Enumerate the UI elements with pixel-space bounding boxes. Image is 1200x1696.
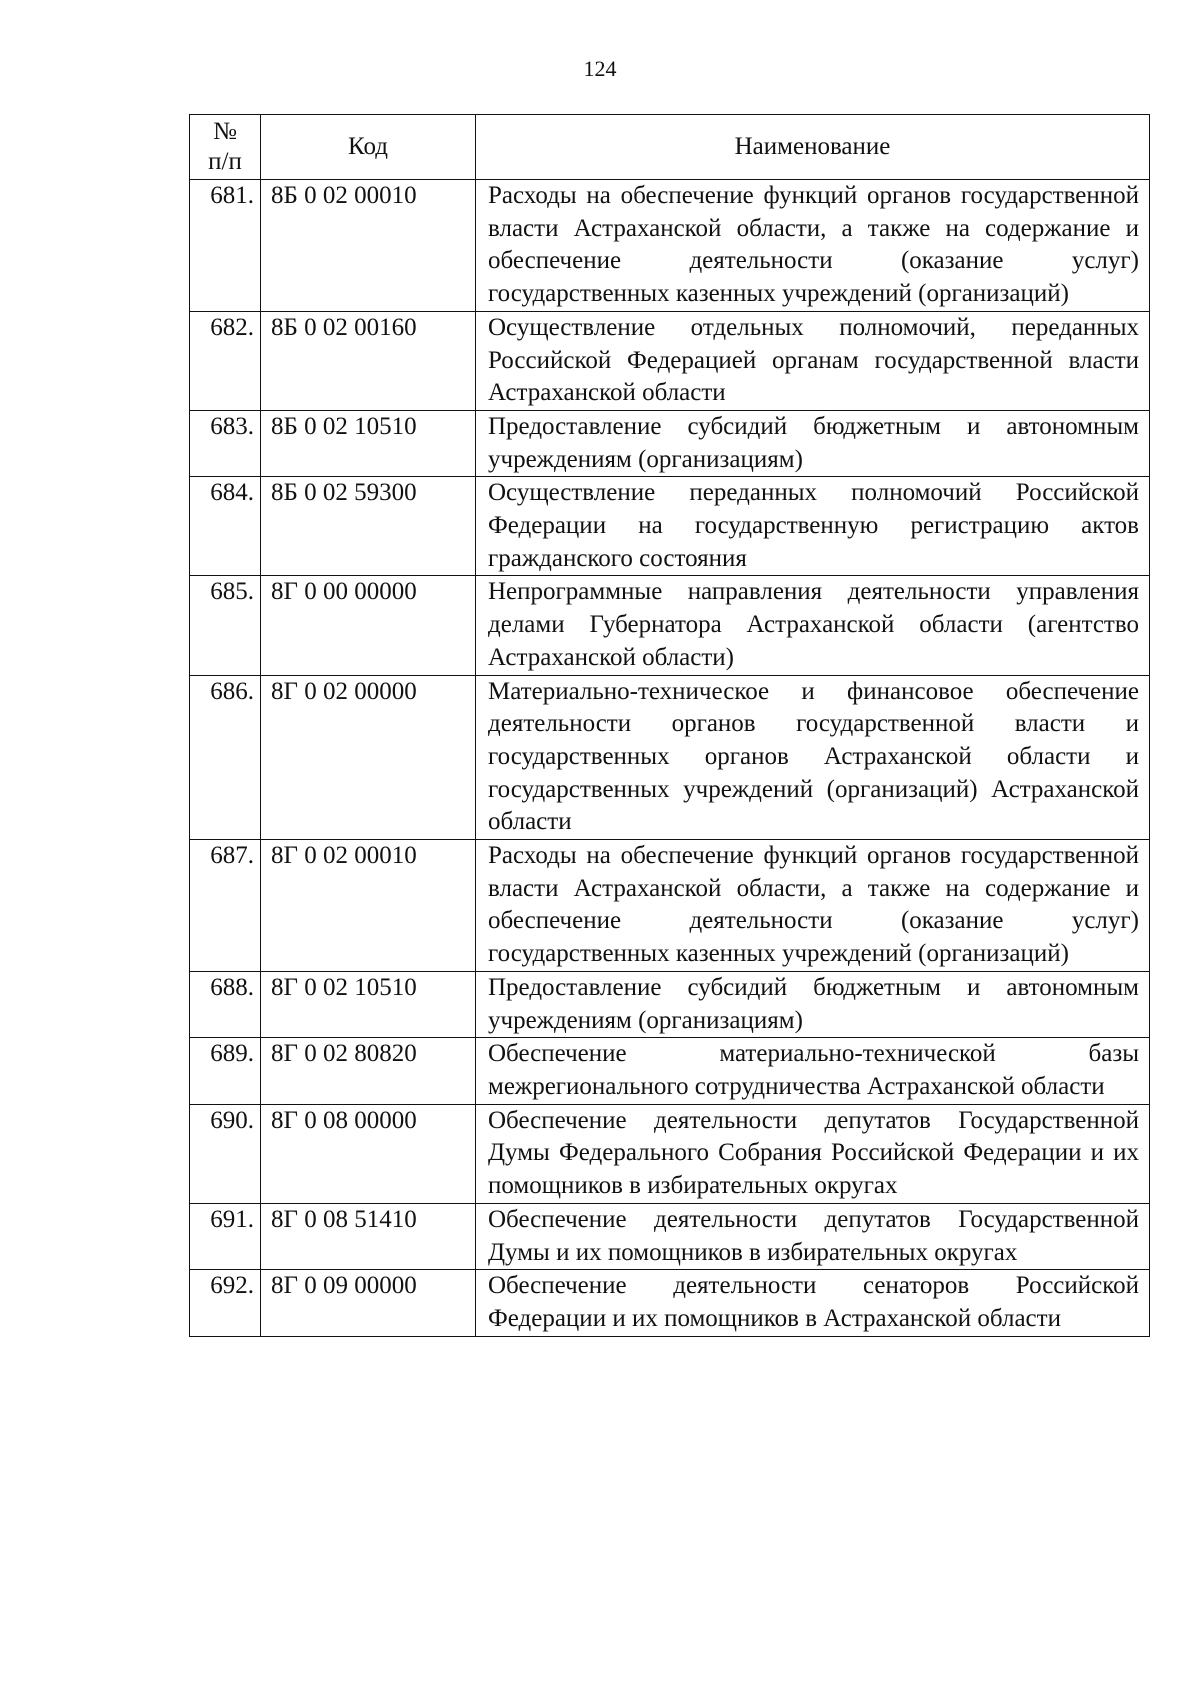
header-name: Наименование xyxy=(476,115,1150,180)
row-number-cell: 682. xyxy=(190,311,261,410)
row-number-cell: 683. xyxy=(190,410,261,476)
row-code-cell: 8Б 0 02 00160 xyxy=(261,311,476,410)
header-number-abbr: п/п xyxy=(208,148,242,175)
row-code-cell: 8Б 0 02 00010 xyxy=(261,180,476,312)
row-number-cell: 686. xyxy=(190,675,261,840)
table-row xyxy=(190,1203,1150,1269)
table-row xyxy=(190,576,1150,675)
table-row xyxy=(190,1104,1150,1203)
row-number-cell: 691. xyxy=(190,1203,261,1269)
row-code-cell: 8Б 0 02 59300 xyxy=(261,477,476,576)
table-row xyxy=(190,840,1150,972)
row-number-cell: 688. xyxy=(190,971,261,1037)
row-code-cell: 8Г 0 08 51410 xyxy=(261,1203,476,1269)
header-number-sign: № xyxy=(213,118,237,145)
row-name-cell: Предоставление субсидий бюджетным и автономным учреждениям (организациям) xyxy=(476,410,1150,476)
row-name-cell: Осуществление отдельных полномочий, переданных Российской Федерацией органам государственной власти Астраханской области xyxy=(476,311,1150,410)
table-header xyxy=(190,115,1150,180)
row-number-cell: 681. xyxy=(190,180,261,312)
table-row xyxy=(190,1270,1150,1336)
table-row xyxy=(190,311,1150,410)
row-code-cell: 8Г 0 02 80820 xyxy=(261,1038,476,1104)
row-number-cell: 692. xyxy=(190,1270,261,1336)
row-code-cell: 8Г 0 09 00000 xyxy=(261,1270,476,1336)
row-number-cell: 684. xyxy=(190,477,261,576)
row-name-cell: Осуществление переданных полномочий Российской Федерации на государственную регистрацию актов гражданского состояния xyxy=(476,477,1150,576)
row-code-cell: 8Г 0 02 10510 xyxy=(261,971,476,1037)
row-code-cell: 8Б 0 02 10510 xyxy=(261,410,476,476)
table-row xyxy=(190,1038,1150,1104)
budget-code-table xyxy=(189,114,1150,1337)
table-row xyxy=(190,971,1150,1037)
row-code-cell: 8Г 0 08 00000 xyxy=(261,1104,476,1203)
row-number-cell: 690. xyxy=(190,1104,261,1203)
row-name-cell: Обеспечение материально-технической базы межрегионального сотрудничества Астраханской области xyxy=(476,1038,1150,1104)
row-name-cell: Материально-техническое и финансовое обеспечение деятельности органов государственной власти и государственных органов Астраханской области и государственных учреждений (организаций) Астраханской области xyxy=(476,675,1150,840)
row-name-cell: Обеспечение деятельности депутатов Государственной Думы Федерального Собрания Российской Федерации и их помощников в избирательных округах xyxy=(476,1104,1150,1203)
row-name-cell: Непрограммные направления деятельности управления делами Губернатора Астраханской области (агентство Астраханской области) xyxy=(476,576,1150,675)
row-name-cell: Расходы на обеспечение функций органов государственной власти Астраханской области, а также на содержание и обеспечение деятельности (оказание услуг) государственных казенных учреждений (организаций) xyxy=(476,840,1150,972)
table-row xyxy=(190,180,1150,312)
row-code-cell: 8Г 0 00 00000 xyxy=(261,576,476,675)
page-number: 124 xyxy=(583,56,617,81)
row-name-cell: Расходы на обеспечение функций органов государственной власти Астраханской области, а также на содержание и обеспечение деятельности (оказание услуг) государственных казенных учреждений (организаций) xyxy=(476,180,1150,312)
row-name-cell: Обеспечение деятельности сенаторов Российской Федерации и их помощников в Астраханской области xyxy=(476,1270,1150,1336)
row-code-cell: 8Г 0 02 00010 xyxy=(261,840,476,972)
row-number-cell: 687. xyxy=(190,840,261,972)
row-number-cell: 689. xyxy=(190,1038,261,1104)
row-name-cell: Обеспечение деятельности депутатов Государственной Думы и их помощников в избирательных округах xyxy=(476,1203,1150,1269)
table-row xyxy=(190,477,1150,576)
row-number-cell: 685. xyxy=(190,576,261,675)
table-row xyxy=(190,675,1150,840)
row-name-cell: Предоставление субсидий бюджетным и автономным учреждениям (организациям) xyxy=(476,971,1150,1037)
header-row xyxy=(190,115,1150,180)
header-number xyxy=(190,115,261,180)
header-code: Код xyxy=(261,115,476,180)
table-row xyxy=(190,410,1150,476)
row-code-cell: 8Г 0 02 00000 xyxy=(261,675,476,840)
table-body xyxy=(190,180,1150,1337)
